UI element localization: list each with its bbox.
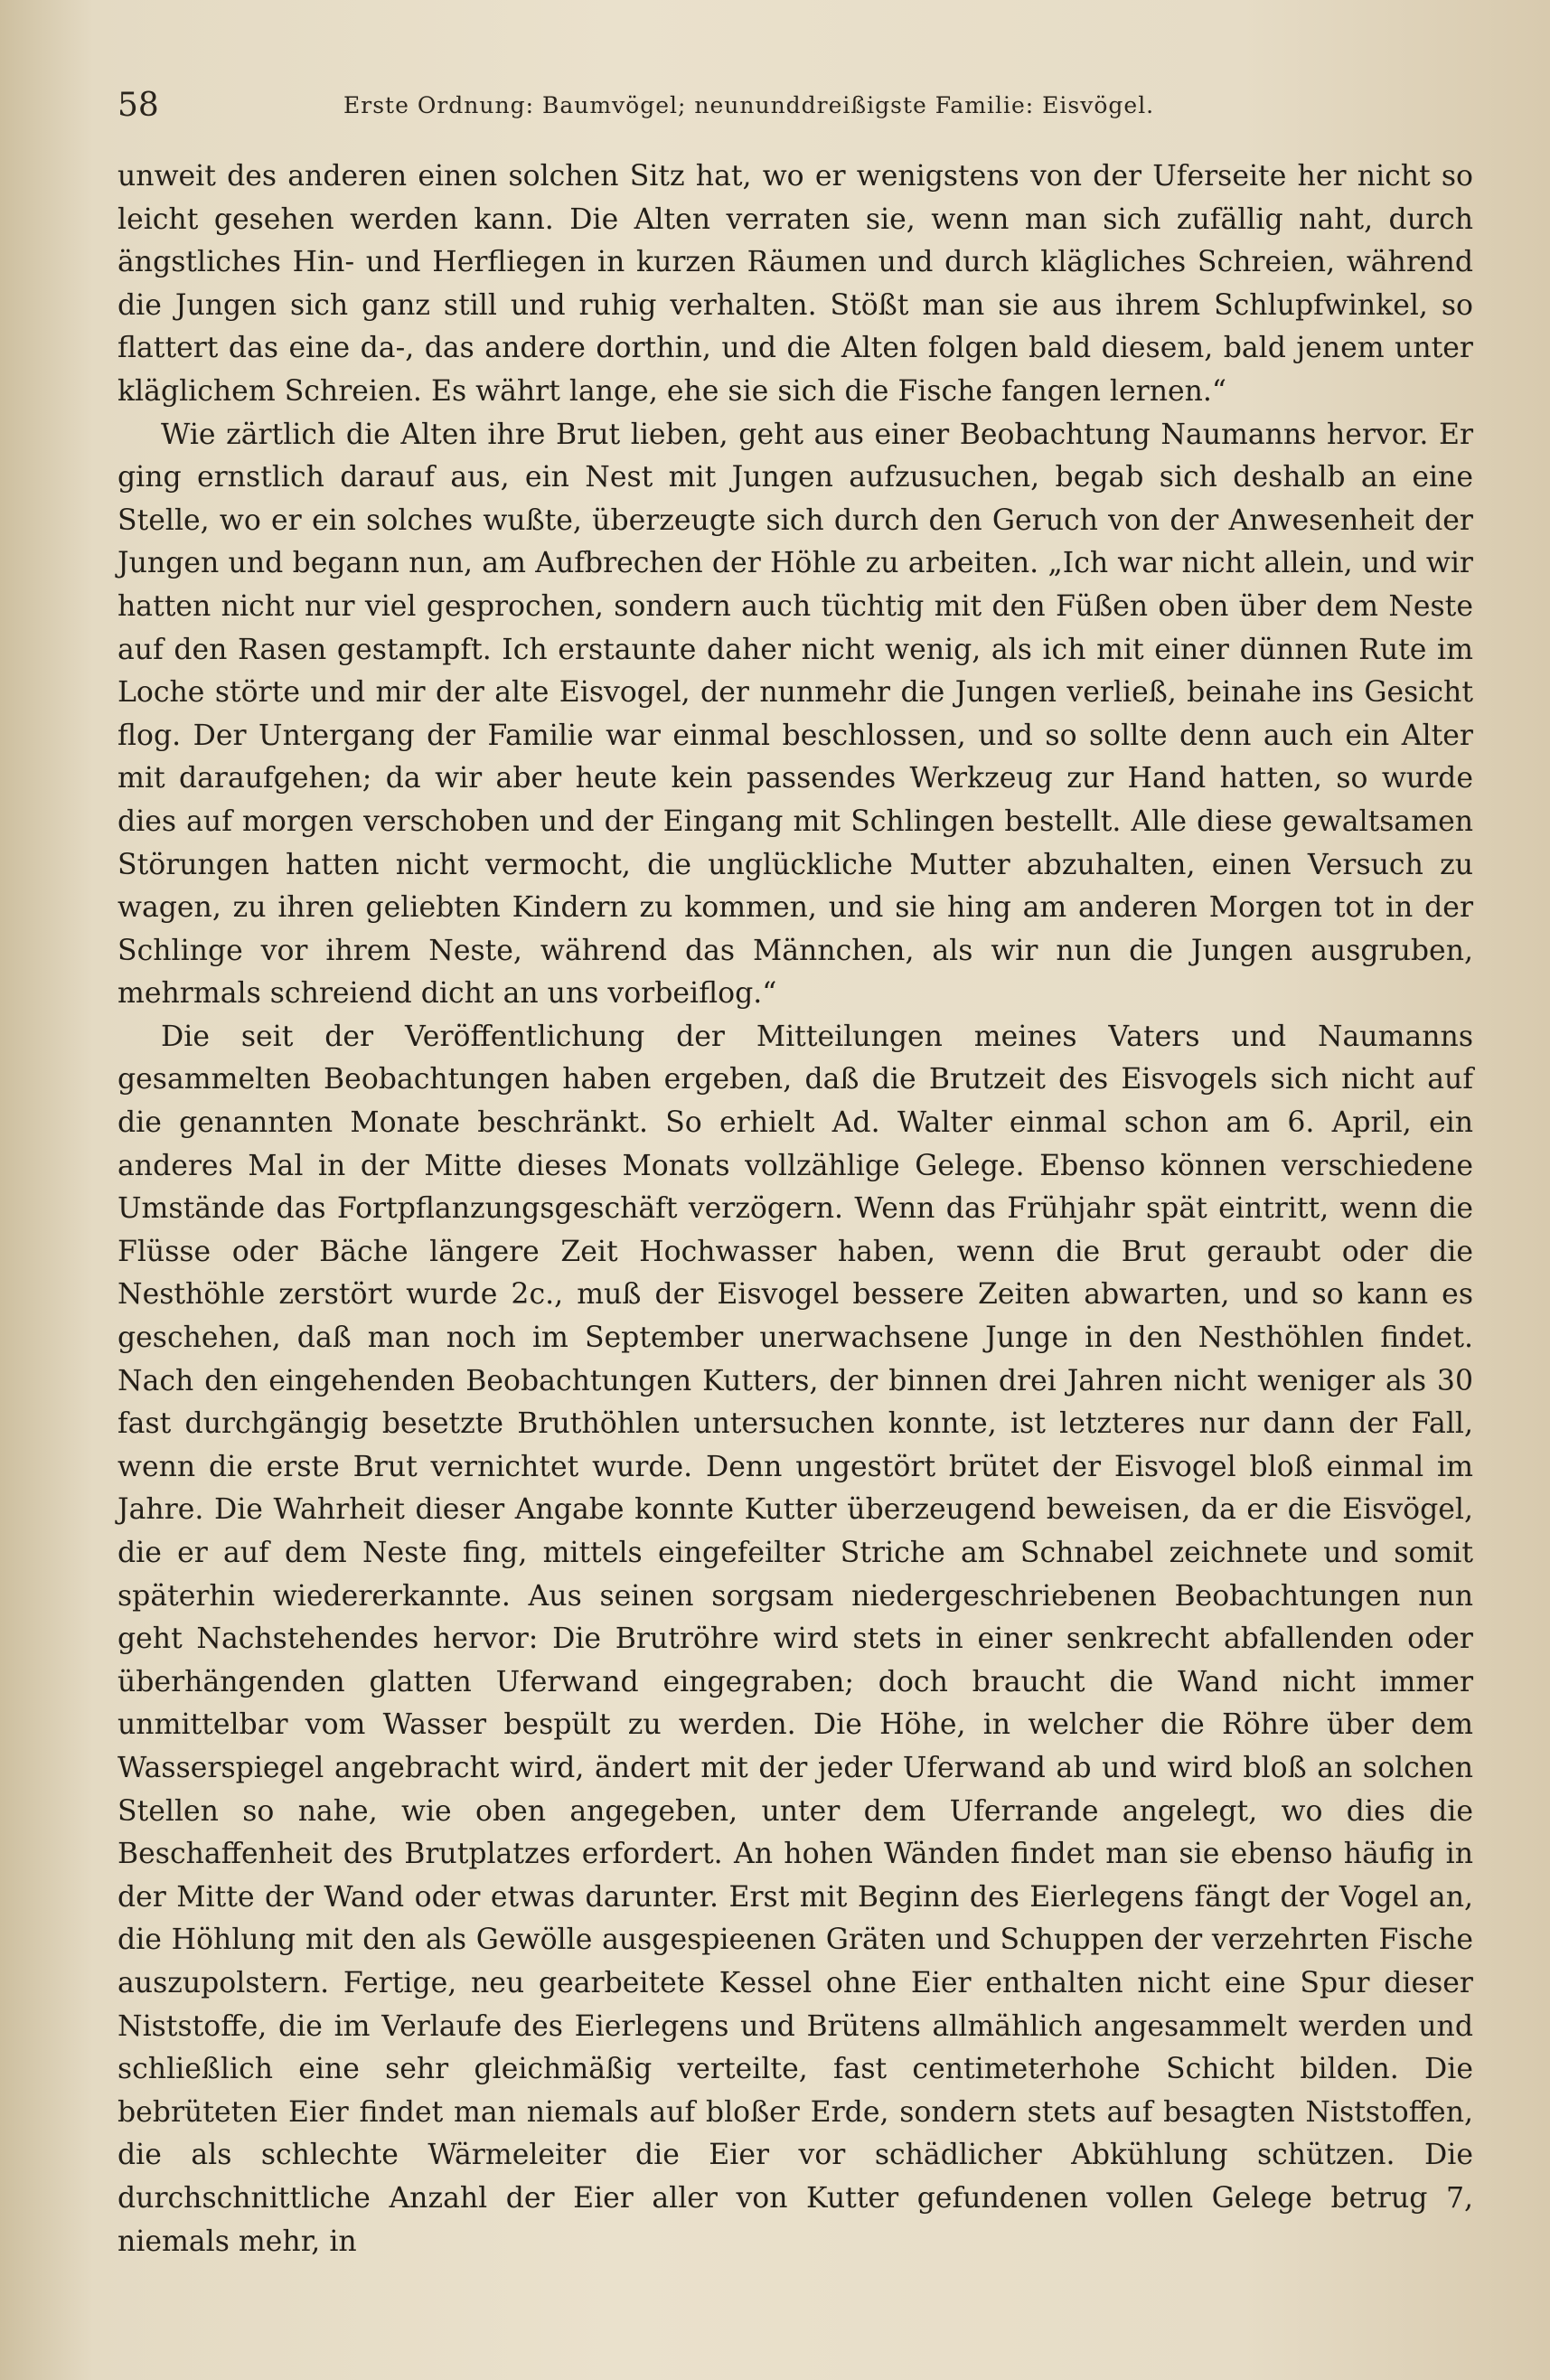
page-number: 58 <box>117 87 159 124</box>
paragraph-breeding-season: Die seit der Veröffentlichung der Mitteilungen meines Vaters und Naumanns gesammelten Beobachtungen haben ergeben, daß die Brutzeit des Eisvogels sich nicht auf die genannten Monate beschränkt. So erhielt Ad. Walter einmal schon am 6. April, ein anderes Mal in der Mitte dieses Monats vollzählige Gelege. Ebenso können verschiedene Umstände das Fortpflanzungsgeschäft verzögern. Wenn das Frühjahr spät eintritt, wenn die Flüsse oder Bäche längere Zeit Hochwasser haben, wenn die Brut geraubt oder die Nesthöhle zerstört wurde 2c., muß der Eisvogel bessere Zeiten abwarten, und so kann es geschehen, daß man noch im September unerwachsene Junge in den Nesthöhlen findet. Nach den eingehenden Beobachtungen Kutters, der binnen drei Jahren nicht weniger als 30 fast durchgängig besetzte Bruthöhlen untersuchen konnte, ist letzteres nur dann der Fall, wenn die erste Brut vernichtet wurde. Denn ungestört brütet der Eisvogel bloß einmal im Jahre. Die Wahrheit dieser Angabe konnte Kutter überzeugend beweisen, da er die Eisvögel, die er auf dem Neste fing, mittels eingefeilter Striche am Schnabel zeichnete und somit späterhin wiedererkannte. Aus seinen sorgsam niedergeschriebenen Beobachtungen nun geht Nachstehendes hervor: Die Brutröhre wird stets in einer senkrecht abfallenden oder überhängenden glatten Uferwand eingegraben; doch braucht die Wand nicht immer unmittelbar vom Wasser bespült zu werden. Die Höhe, in welcher die Röhre über dem Wasserspiegel angebracht wird, ändert mit der jeder Uferwand ab und wird bloß an solchen Stellen so nahe, wie oben angegeben, unter dem Uferrande angelegt, wo dies die Beschaffenheit des Brutplatzes erfordert. An hohen Wänden findet man sie ebenso häufig in der Mitte der Wand oder etwas darunter. Erst mit Beginn des Eierlegens fängt der Vogel an, die Höhlung mit den als Gewölle ausgespieenen Gräten und Schuppen der verzehrten Fische auszupolstern. Fertige, neu gearbeitete Kessel ohne Eier enthalten nicht eine Spur dieser Niststoffe, die im Verlaufe des Eierlegens und Brütens allmählich angesammelt werden und schließlich eine sehr gleichmäßig verteilte, fast centimeterhohe Schicht bilden. Die bebrüteten Eier findet man niemals auf bloßer Erde, sondern stets auf besagten Niststoffen, die als schlechte Wärmeleiter die Eier vor schädlicher Abkühlung schützen. Die durchschnittliche Anzahl der Eier aller von Kutter gefundenen vollen Gelege betrug 7, niemals mehr, in <box>117 1020 1473 2258</box>
paragraph-naumann-observation: Wie zärtlich die Alten ihre Brut lieben, geht aus einer Beobachtung Naumanns hervor. Er ging ernstlich darauf aus, ein Nest mit Jungen aufzusuchen, begab sich deshalb an eine Stelle, wo er ein solches wußte, überzeugte sich durch den Geruch von der Anwesenheit der Jungen und begann nun, am Aufbrechen der Höhle zu arbeiten. „Ich war nicht allein, und wir hatten nicht nur viel gesprochen, sondern auch tüchtig mit den Füßen oben über dem Neste auf den Rasen gestampft. Ich erstaunte daher nicht wenig, als ich mit einer dünnen Rute im Loche störte und mir der alte Eisvogel, der nunmehr die Jungen verließ, beinahe ins Gesicht flog. Der Untergang der Familie war einmal beschlossen, und so sollte denn auch ein Alter mit daraufgehen; da wir aber heute kein passendes Werkzeug zur Hand hatten, so wurde dies auf morgen verschoben und der Eingang mit Schlingen bestellt. Alle diese gewaltsamen Störungen hatten nicht vermocht, die unglückliche Mutter abzuhalten, einen Versuch zu wagen, zu ihren geliebten Kindern zu kommen, und sie hing am anderen Morgen tot in der Schlinge vor ihrem Neste, während das Männchen, als wir nun die Jungen ausgruben, mehrmals schreiend dicht an uns vorbeiflog.“ <box>117 418 1473 1011</box>
paragraph-continuation: unweit des anderen einen solchen Sitz hat, wo er wenigstens von der Uferseite her nicht so leicht gesehen werden kann. Die Alten verraten sie, wenn man sich zufällig naht, durch ängstliches Hin- und Herfliegen in kurzen Räumen und durch klägliches Schreien, während die Jungen sich ganz still und ruhig verhalten. Stößt man sie aus ihrem Schlupfwinkel, so flattert das eine da-, das andere dorthin, und die Alten folgen bald diesem, bald jenem unter kläglichem Schreien. Es währt lange, ehe sie sich die Fische fangen lernen.“ <box>117 160 1473 408</box>
body-text <box>117 155 1473 2263</box>
page-header <box>117 83 1491 128</box>
running-head: Erste Ordnung: Baumvögel; neununddreißigste Familie: Eisvögel. <box>343 92 1155 118</box>
